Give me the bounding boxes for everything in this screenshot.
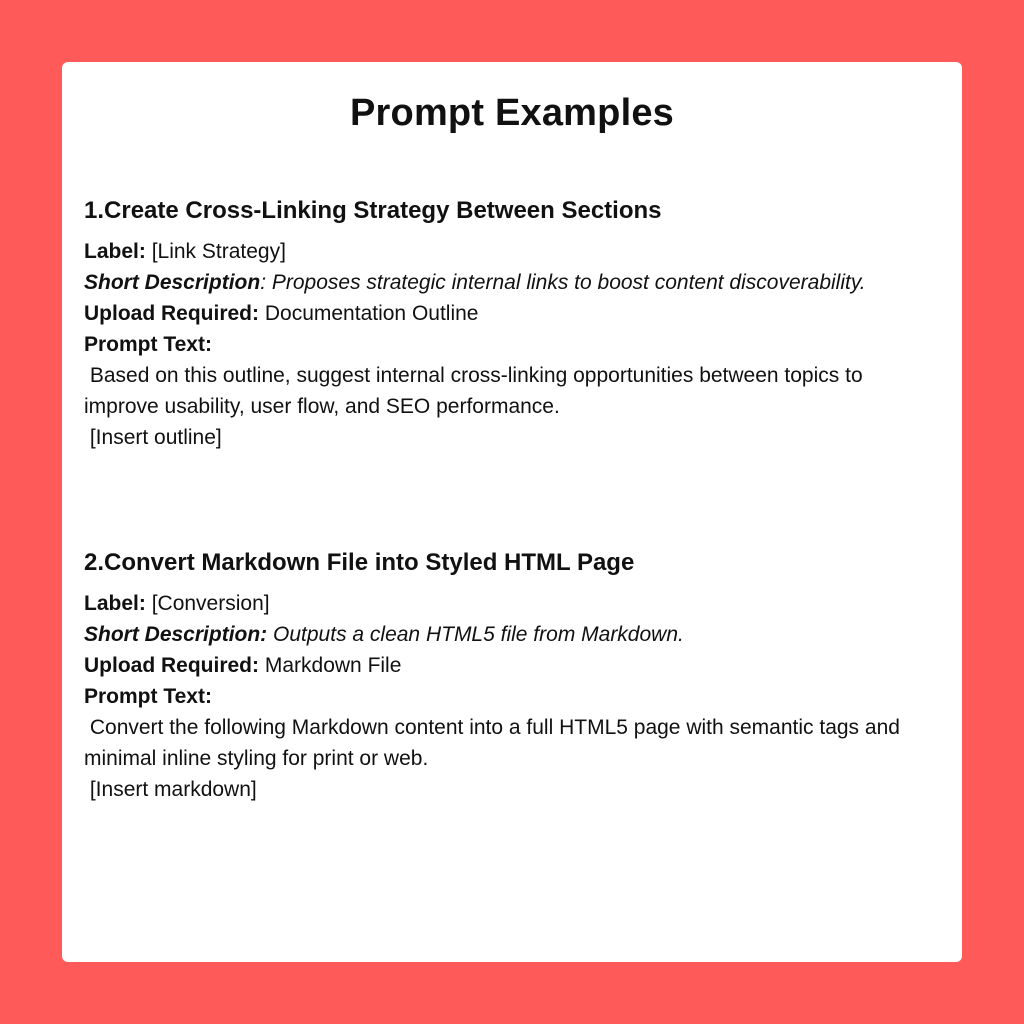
description-value: : Proposes strategic internal links to boost content discoverability. [260,271,866,294]
description-line [84,267,940,298]
description-value: Outputs a clean HTML5 file from Markdown. [267,623,684,646]
prompt-body: Convert the following Markdown content into a full HTML5 page with semantic tags and minimal inline styling for print or web. [84,716,906,770]
label-line [84,236,940,267]
page-title: Prompt Examples [350,92,674,134]
label-key: Label: [84,592,146,615]
prompt-example-2 [84,548,940,805]
label-line [84,588,940,619]
label-key: Label: [84,240,146,263]
label-value: [Conversion] [151,592,270,615]
description-line [84,619,940,650]
prompt-body: Based on this outline, suggest internal cross-linking opportunities between topics to improve usability, user flow, and SEO performance. [84,364,869,418]
upload-line [84,298,940,329]
upload-key: Upload Required: [84,654,260,677]
example-heading: 2.Convert Markdown File into Styled HTML Page [84,549,635,576]
upload-value: Documentation Outline [264,302,479,325]
description-key: Short Description [84,271,261,294]
upload-key: Upload Required: [84,302,260,325]
insert-placeholder: [Insert markdown] [84,778,257,801]
upload-value: Markdown File [264,654,402,677]
insert-placeholder: [Insert outline] [84,426,222,449]
prompt-example-1 [84,196,940,453]
prompt-label-line [84,329,940,360]
prompt-label-line [84,681,940,712]
description-key: Short Description: [84,623,268,646]
prompt-key: Prompt Text: [84,685,212,708]
example-heading: 1.Create Cross-Linking Strategy Between Sections [84,197,662,224]
prompt-key: Prompt Text: [84,333,212,356]
content-card [62,62,962,962]
label-value: [Link Strategy] [151,240,286,263]
upload-line [84,650,940,681]
